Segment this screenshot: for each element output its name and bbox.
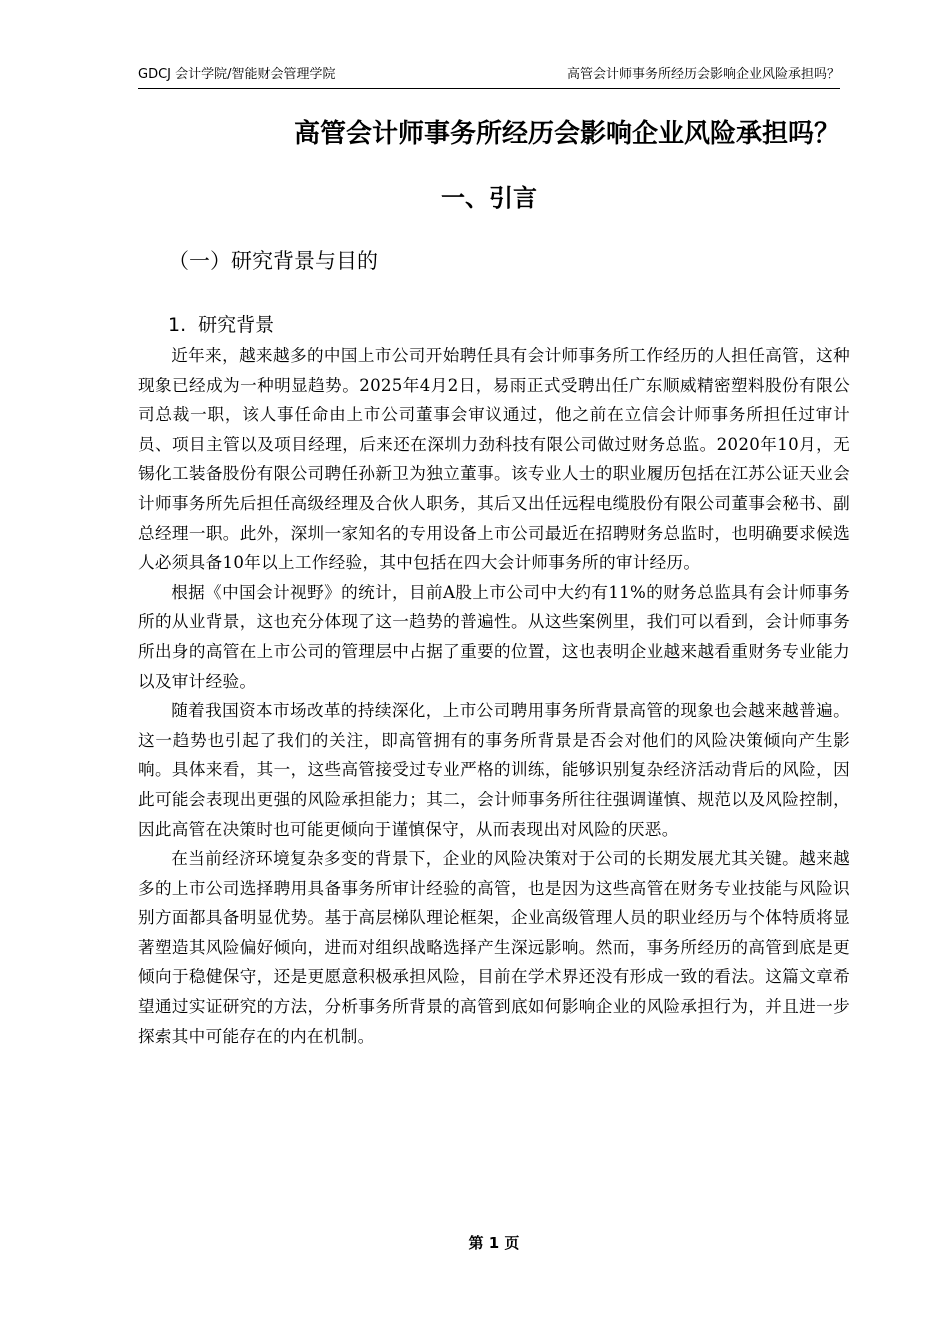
paper-title: 高管会计师事务所经历会影响企业风险承担吗？ (293, 119, 840, 149)
running-header (138, 66, 840, 89)
page-number: 第 1 页 (468, 1234, 520, 1252)
subsubsection-label: 研究背景 (198, 314, 275, 336)
paragraph: 随着我国资本市场改革的持续深化，上市公司聘用事务所背景高管的现象也会越来越普遍。这一趋势也引起了我们的关注，即高管拥有的事务所背景是否会对他们的风险决策倾向产生影响。具体来看，其一，这些高管接受过专业严格的训练，能够识别复杂经济活动背后的风险，因此可能会表现出更强的风险承担能力；其二，会计师事务所往往强调谨慎、规范以及风险控制，因此高管在决策时也可能更倾向于谨慎保守，从而表现出对风险的厌恶。 (138, 701, 850, 839)
header-paper-title: 高管会计师事务所经历会影响企业风险承担吗？ (566, 67, 840, 82)
paragraph: 近年来，越来越多的中国上市公司开始聘任具有会计师事务所工作经历的人担任高管，这种现象已经成为一种明显趋势。2025年4月2日，易雨正式受聘出任广东顺威精密塑料股份有限公司总裁一职，该人事任命由上市公司董事会审议通过，他之前在立信会计师事务所担任过审计员、项目主管以及项目经理，后来还在深圳力劲科技有限公司做过财务总监。2020年10月，无锡化工装备股份有限公司聘任孙新卫为独立董事。该专业人士的职业履历包括在江苏公证天业会计师事务所先后担任高级经理及合伙人职务，其后又出任远程电缆股份有限公司董事会秘书、副总经理一职。此外，深圳一家知名的专用设备上市公司最近在招聘财务总监时，也明确要求候选人必须具备10年以上工作经验，其中包括在四大会计师事务所的审计经历。 (138, 346, 850, 573)
subsection-title: （一）研究背景与目的 (168, 249, 378, 273)
subsubsection-title (168, 310, 274, 340)
paragraph: 根据《中国会计视野》的统计，目前A股上市公司中大约有11%的财务总监具有会计师事务所的从业背景，这也充分体现了这一趋势的普遍性。从这些案例里，我们可以看到，会计师事务所出身的高管在上市公司的管理层中占据了重要的位置，这也表明企业越来越看重财务专业能力以及审计经验。 (138, 582, 850, 691)
section-title: 一、引言 (441, 184, 537, 212)
header-institution: GDCJ 会计学院/智能财会管理学院 (138, 67, 336, 82)
paragraph: 在当前经济环境复杂多变的背景下，企业的风险决策对于公司的长期发展尤其关键。越来越多的上市公司选择聘用具备事务所审计经验的高管，也是因为这些高管在财务专业技能与风险识别方面都具备明显优势。基于高层梯队理论框架，企业高级管理人员的职业经历与个体特质将显著塑造其风险偏好倾向，进而对组织战略选择产生深远影响。然而，事务所经历的高管到底是更倾向于稳健保守，还是更愿意积极承担风险，目前在学术界还没有形成一致的看法。这篇文章希望通过实证研究的方法，分析事务所背景的高管到底如何影响企业的风险承担行为，并且进一步探索其中可能存在的内在机制。 (138, 849, 850, 1046)
subsubsection-number: 1. (168, 314, 187, 336)
body-text (138, 341, 850, 1051)
